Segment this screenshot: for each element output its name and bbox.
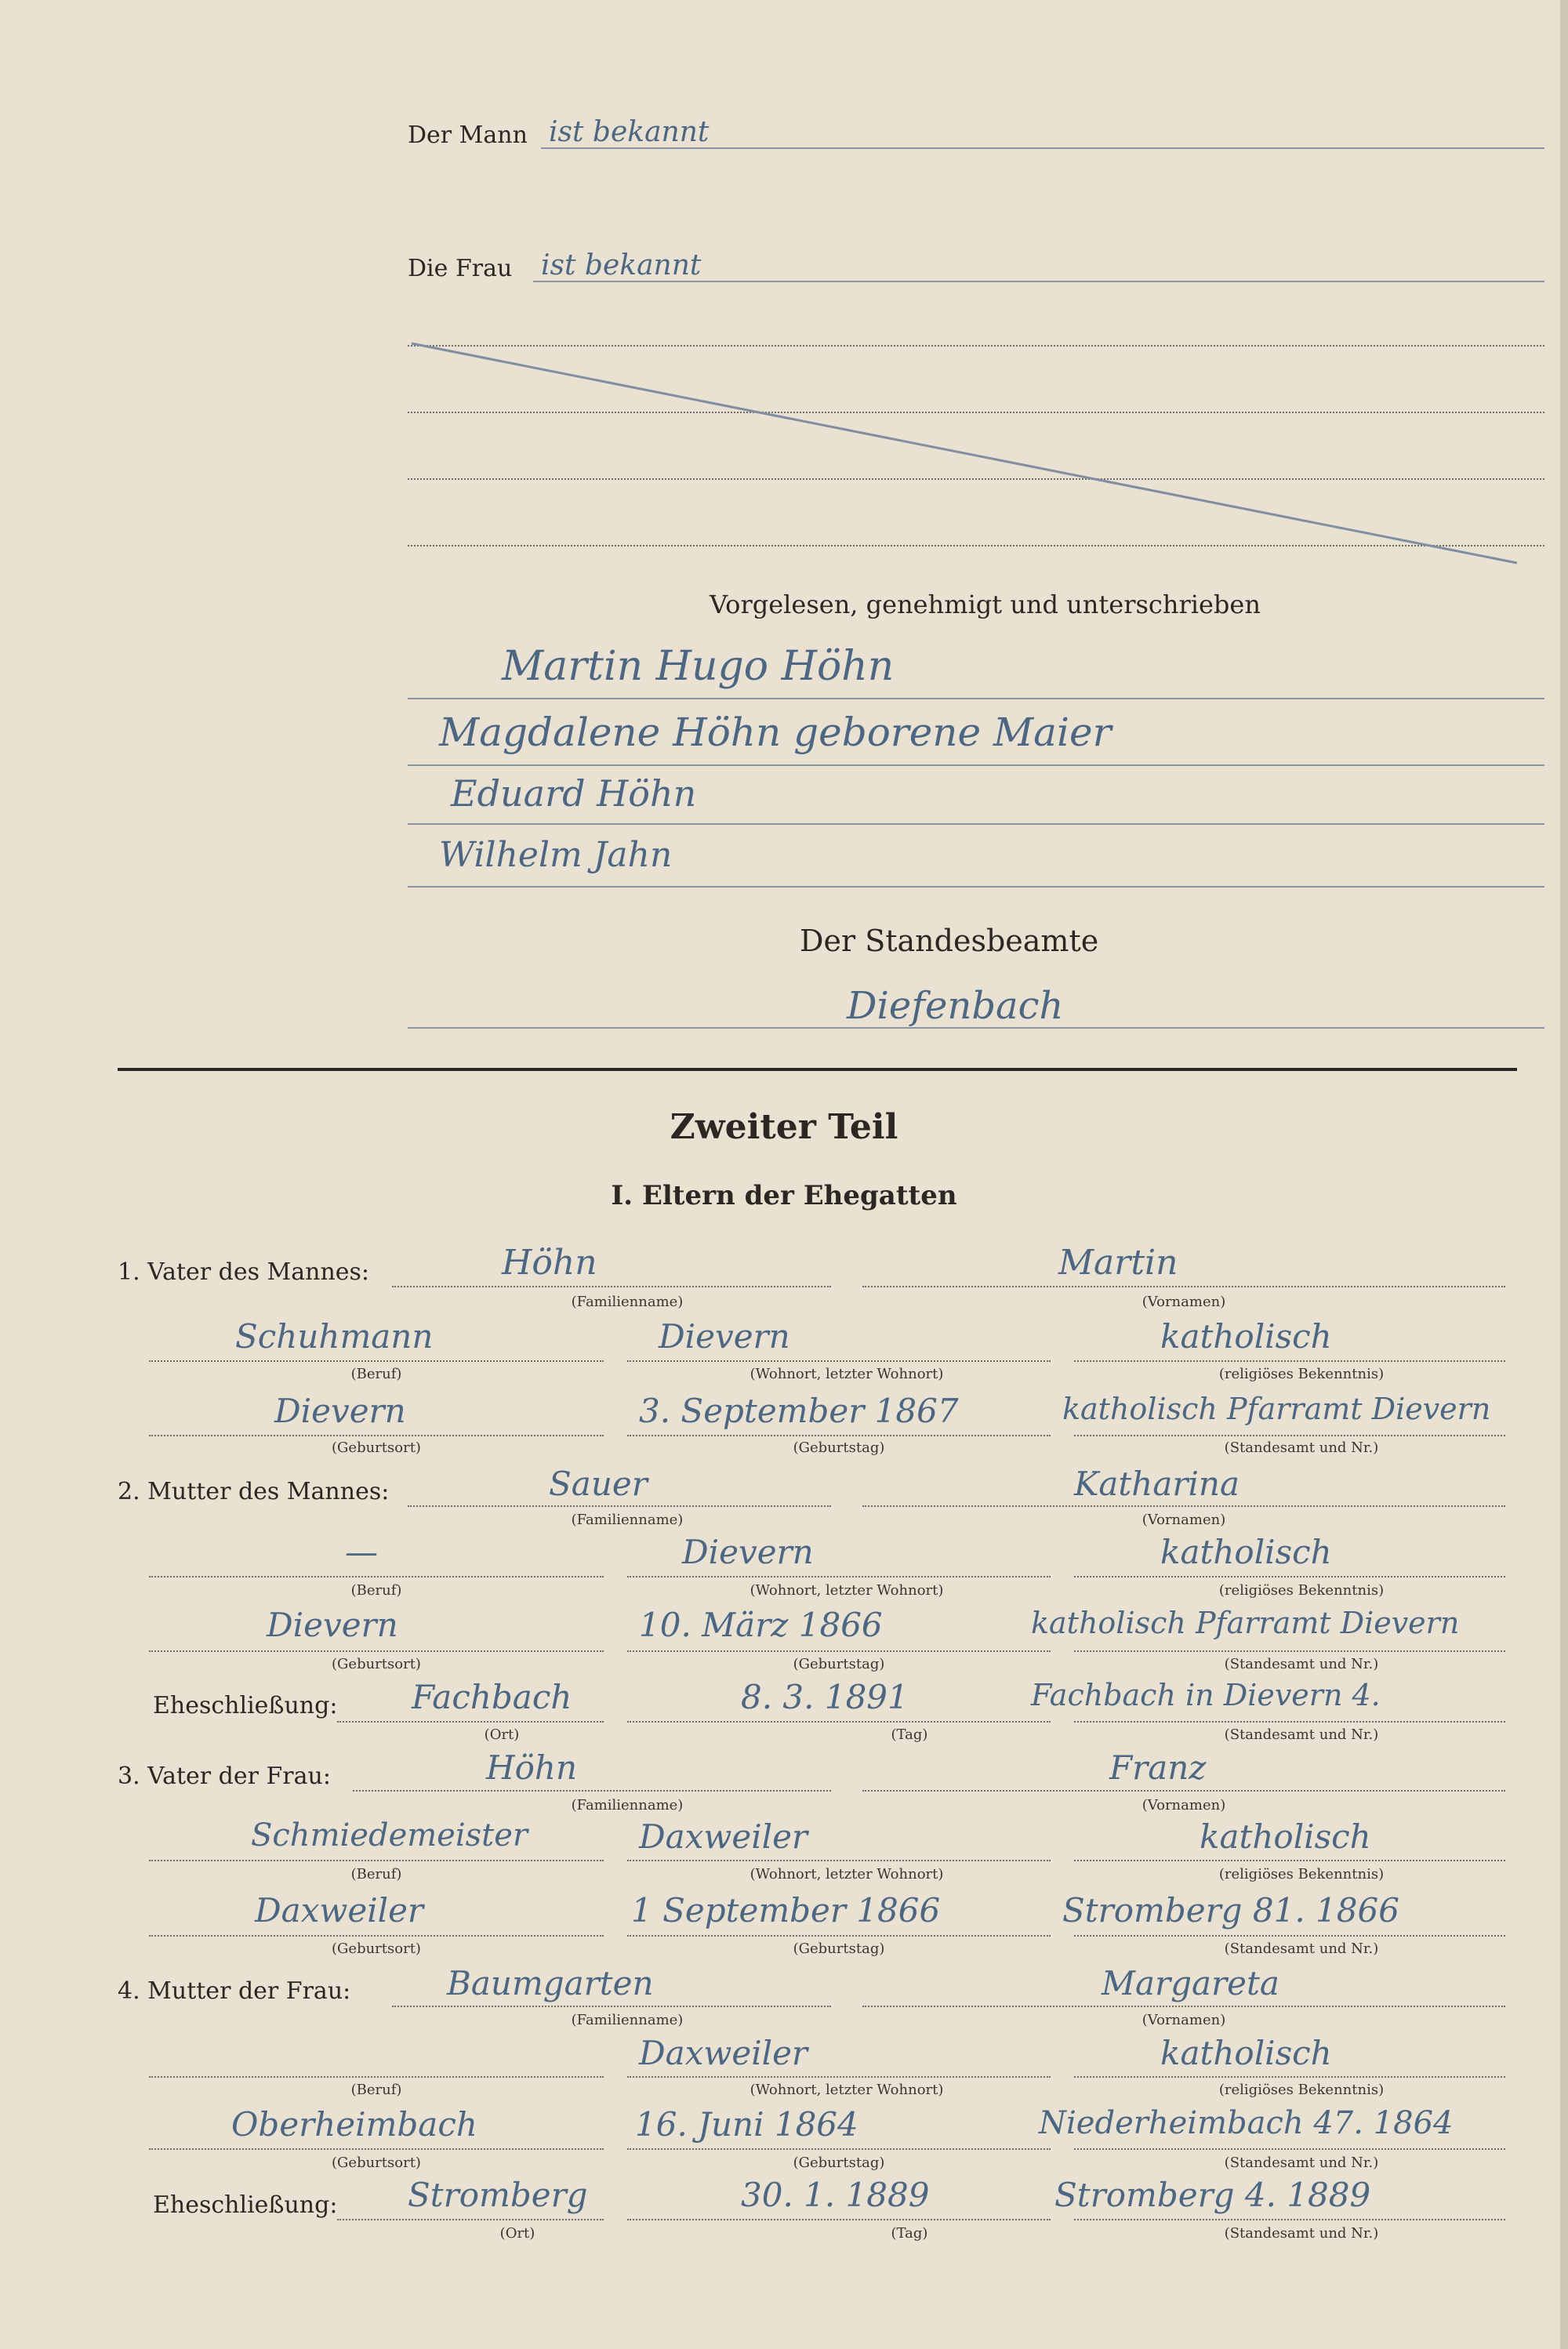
s1-familienname: Höhn <box>502 1243 597 1283</box>
mann-value: ist bekannt <box>549 116 710 148</box>
mann-label: Der Mann <box>408 122 528 149</box>
s1-beruf-line <box>149 1360 604 1362</box>
s4-ehe-tag: 30. 1. 1889 <box>741 2176 930 2214</box>
s2-cap-geburtstag: (Geburtstag) <box>793 1656 885 1672</box>
s2-name-line <box>408 1505 831 1507</box>
s2-cap-beruf: (Beruf) <box>350 1582 402 1599</box>
s1-cap-beruf: (Beruf) <box>350 1366 402 1382</box>
s2-vornamen: Katharina <box>1074 1465 1240 1503</box>
s2-wohnort: Dievern <box>682 1533 814 1571</box>
s3-wohnort: Daxweiler <box>639 1817 808 1856</box>
strike-through-line <box>0 0 1568 596</box>
standesbeamte-label: Der Standesbeamte <box>800 924 1099 958</box>
signature-2: Magdalene Höhn geborene Maier <box>439 710 1112 755</box>
s2-cap-familienname: (Familienname) <box>571 1512 684 1528</box>
s4-familienname: Baumgarten <box>447 1964 654 2002</box>
s1-cap-wohnort: (Wohnort, letzter Wohnort) <box>750 1366 944 1382</box>
s2-familienname: Sauer <box>549 1465 648 1503</box>
s2-cap-geburtsort: (Geburtsort) <box>332 1656 421 1672</box>
s4-geburtsort: Oberheimbach <box>231 2105 477 2144</box>
s4-ehe-ort: Stromberg <box>408 2176 588 2214</box>
s4-bekenntnis-line <box>1074 2076 1505 2078</box>
s4-geburtstag: 16. Juni 1864 <box>635 2105 858 2144</box>
signature-4: Wilhelm Jahn <box>439 835 673 875</box>
frau-value: ist bekannt <box>541 249 702 281</box>
standesbeamte-line <box>408 1027 1544 1029</box>
s3-bekenntnis: katholisch <box>1200 1817 1371 1856</box>
s3-bekenntnis-line <box>1074 1860 1505 1861</box>
s4-cap-standesamt: (Standesamt und Nr.) <box>1224 2155 1379 2171</box>
s4-cap-ort: (Ort) <box>499 2225 535 2242</box>
s1-standesamt: katholisch Pfarramt Dievern <box>1062 1392 1491 1426</box>
s3-beruf-line <box>149 1860 604 1861</box>
s2-cap-tag: (Tag) <box>891 1726 928 1743</box>
s4-ehe-label: Eheschließung: <box>153 2191 338 2219</box>
s4-ehe-tag-line <box>627 2219 1051 2220</box>
s1-wohnort: Dievern <box>659 1317 790 1356</box>
s1-vornamen: Martin <box>1058 1243 1178 1283</box>
s3-cap-familienname: (Familienname) <box>571 1797 684 1813</box>
s1-bekenntnis: katholisch <box>1160 1317 1332 1356</box>
signature-line-4 <box>408 886 1544 888</box>
s1-cap-standesamt: (Standesamt und Nr.) <box>1224 1440 1379 1456</box>
s3-geburtstag: 1 September 1866 <box>631 1891 941 1930</box>
s4-cap-geburtstag: (Geburtstag) <box>793 2155 885 2171</box>
s3-cap-geburtsort: (Geburtsort) <box>332 1941 421 1957</box>
s2-geburtsort-line <box>149 1650 604 1652</box>
s2-standesamt-line <box>1074 1650 1505 1652</box>
s4-geburtsort-line <box>149 2148 604 2150</box>
s1-geburtsort-line <box>149 1435 604 1436</box>
s3-geburtstag-line <box>627 1935 1051 1937</box>
s1-geburtstag-line <box>627 1435 1051 1436</box>
signature-line-1 <box>408 698 1544 699</box>
s3-cap-beruf: (Beruf) <box>350 1866 402 1882</box>
read-approved-line: Vorgelesen, genehmigt und unterschrieben <box>710 590 1261 619</box>
s4-name-line <box>392 2006 831 2007</box>
s1-cap-geburtstag: (Geburtstag) <box>793 1440 885 1456</box>
s3-cap-bekenntnis: (religiöses Bekenntnis) <box>1218 1866 1385 1882</box>
s3-beruf: Schmiedemeister <box>251 1817 528 1853</box>
s2-cap-bekenntnis: (religiöses Bekenntnis) <box>1218 1582 1385 1599</box>
s4-cap-ehe-standesamt: (Standesamt und Nr.) <box>1224 2225 1379 2242</box>
s3-familienname: Höhn <box>486 1748 578 1787</box>
s4-ehe-standesamt-line <box>1074 2219 1505 2220</box>
s1-cap-bekenntnis: (religiöses Bekenntnis) <box>1218 1366 1385 1382</box>
s4-vornamen-line <box>862 2006 1505 2007</box>
s1-geburtstag: 3. September 1867 <box>639 1392 959 1430</box>
s2-cap-ort: (Ort) <box>484 1726 520 1743</box>
s4-standesamt-line <box>1074 2148 1505 2150</box>
s2-bekenntnis-line <box>1074 1576 1505 1577</box>
s2-ehe-tag-line <box>627 1721 1051 1723</box>
s3-vornamen-line <box>862 1790 1505 1792</box>
s2-beruf-line <box>149 1576 604 1577</box>
s1-cap-familienname: (Familienname) <box>571 1294 684 1310</box>
part-title: Zweiter Teil <box>670 1107 898 1147</box>
s4-cap-wohnort: (Wohnort, letzter Wohnort) <box>750 2082 944 2098</box>
s4-wohnort-line <box>627 2076 1051 2078</box>
s2-ehe-ort-line <box>337 1721 604 1723</box>
s3-vornamen: Franz <box>1109 1748 1207 1787</box>
s3-geburtsort-line <box>149 1935 604 1937</box>
s3-geburtsort: Daxweiler <box>255 1891 424 1930</box>
s2-cap-wohnort: (Wohnort, letzter Wohnort) <box>750 1582 944 1599</box>
s3-cap-wohnort: (Wohnort, letzter Wohnort) <box>750 1866 944 1882</box>
s4-wohnort: Daxweiler <box>639 2034 808 2072</box>
standesbeamte-signature: Diefenbach <box>847 984 1064 1028</box>
s2-label: 2. Mutter des Mannes: <box>118 1478 390 1505</box>
s2-ehe-label: Eheschließung: <box>153 1692 338 1719</box>
s4-geburtstag-line <box>627 2148 1051 2150</box>
s4-cap-familienname: (Familienname) <box>571 2012 684 2028</box>
frau-label: Die Frau <box>408 255 513 282</box>
s3-name-line <box>353 1790 831 1792</box>
s2-bekenntnis: katholisch <box>1160 1533 1332 1571</box>
s1-standesamt-line <box>1074 1435 1505 1436</box>
s4-ehe-ort-line <box>337 2219 604 2220</box>
s1-beruf: Schuhmann <box>235 1317 434 1356</box>
s1-geburtsort: Dievern <box>274 1392 406 1430</box>
s4-vornamen: Margareta <box>1102 1964 1279 2002</box>
s1-name-line <box>392 1286 831 1287</box>
part-subtitle: I. Eltern der Ehegatten <box>611 1180 957 1211</box>
s4-bekenntnis: katholisch <box>1160 2034 1332 2072</box>
s2-beruf: — <box>345 1533 378 1571</box>
s4-cap-bekenntnis: (religiöses Bekenntnis) <box>1218 2082 1385 2098</box>
s3-label: 3. Vater der Frau: <box>118 1763 331 1790</box>
s1-vornamen-line <box>862 1286 1505 1287</box>
signature-line-3 <box>408 823 1544 825</box>
s2-cap-vornamen: (Vornamen) <box>1142 1512 1226 1528</box>
s4-label: 4. Mutter der Frau: <box>118 1977 351 2005</box>
s2-vornamen-line <box>862 1505 1505 1507</box>
section-divider <box>118 1068 1517 1071</box>
s2-ehe-ort: Fachbach <box>412 1678 572 1716</box>
s1-wohnort-line <box>627 1360 1051 1362</box>
s2-cap-standesamt: (Standesamt und Nr.) <box>1224 1656 1379 1672</box>
signature-3: Eduard Höhn <box>451 772 697 815</box>
s4-cap-tag: (Tag) <box>891 2225 928 2242</box>
s4-cap-geburtsort: (Geburtsort) <box>332 2155 421 2171</box>
s3-cap-geburtstag: (Geburtstag) <box>793 1941 885 1957</box>
s2-geburtstag-line <box>627 1650 1051 1652</box>
signature-1: Martin Hugo Höhn <box>502 643 895 690</box>
s1-cap-vornamen: (Vornamen) <box>1142 1294 1226 1310</box>
s4-standesamt: Niederheimbach 47. 1864 <box>1039 2105 1454 2141</box>
s1-label: 1. Vater des Mannes: <box>118 1258 370 1286</box>
s3-cap-vornamen: (Vornamen) <box>1142 1797 1226 1813</box>
s2-ehe-standesamt-line <box>1074 1721 1505 1723</box>
s2-geburtsort: Dievern <box>267 1606 398 1644</box>
s1-bekenntnis-line <box>1074 1360 1505 1362</box>
s2-ehe-tag: 8. 3. 1891 <box>741 1678 909 1716</box>
s1-cap-geburtsort: (Geburtsort) <box>332 1440 421 1456</box>
s4-beruf-line <box>149 2076 604 2078</box>
s2-wohnort-line <box>627 1576 1051 1577</box>
s2-geburtstag: 10. März 1866 <box>639 1606 883 1644</box>
s2-ehe-standesamt: Fachbach in Dievern 4. <box>1031 1678 1381 1712</box>
s3-standesamt: Stromberg 81. 1866 <box>1062 1891 1399 1930</box>
s2-cap-ehe-standesamt: (Standesamt und Nr.) <box>1224 1726 1379 1743</box>
s4-ehe-standesamt: Stromberg 4. 1889 <box>1054 2176 1371 2214</box>
s3-wohnort-line <box>627 1860 1051 1861</box>
s3-cap-standesamt: (Standesamt und Nr.) <box>1224 1941 1379 1957</box>
signature-line-2 <box>408 764 1544 766</box>
s3-standesamt-line <box>1074 1935 1505 1937</box>
s2-standesamt: katholisch Pfarramt Dievern <box>1031 1606 1460 1640</box>
s4-cap-beruf: (Beruf) <box>350 2082 402 2098</box>
s4-cap-vornamen: (Vornamen) <box>1142 2012 1226 2028</box>
